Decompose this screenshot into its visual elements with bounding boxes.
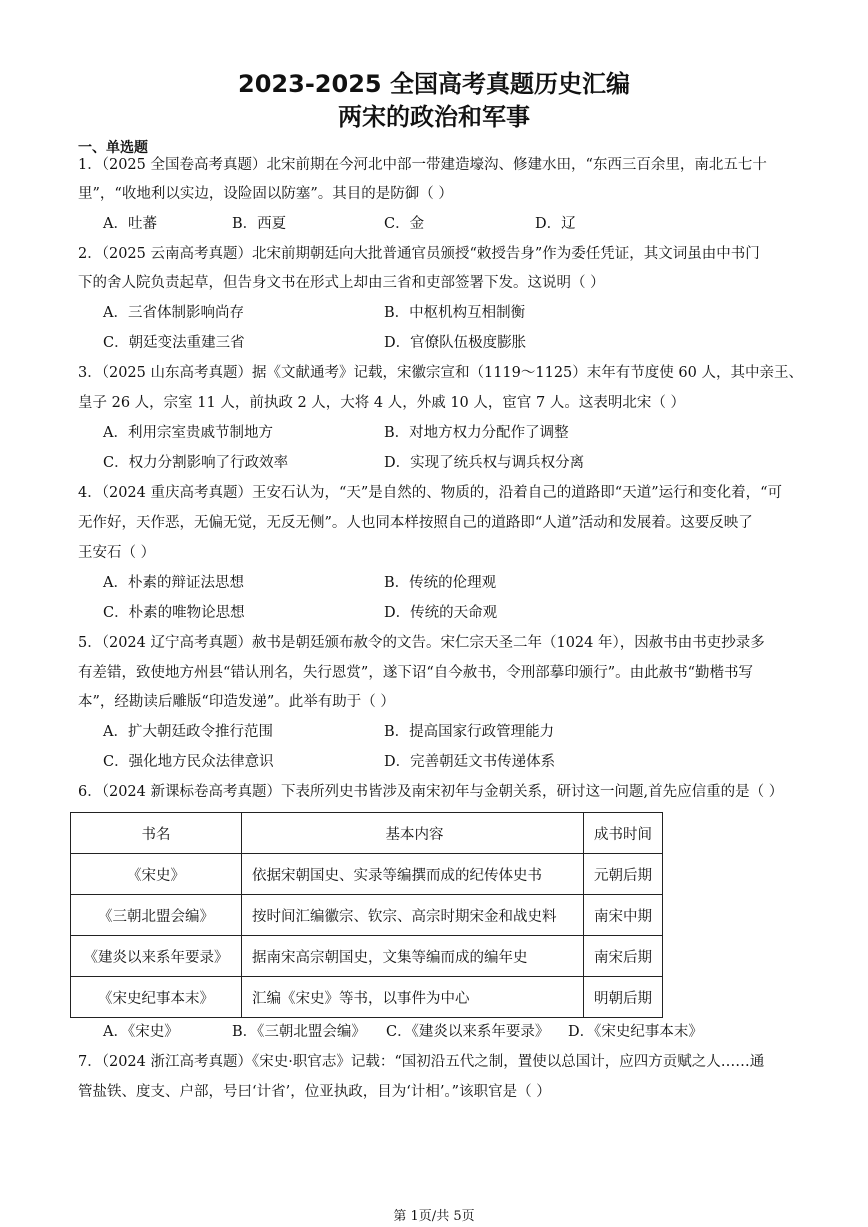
question-2-option-d: D．官僚队伍极度膨胀 (384, 335, 527, 351)
question-7-line-2: 管盐铁、度支、户部，号曰‘计省’，位亚执政，目为‘计相’。”该职官是（ ） (78, 1084, 551, 1100)
question-4-option-c: C．朴素的唯物论思想 (103, 605, 245, 621)
question-4-line-2: 无作好，天作恶，无偏无觉，无反无侧”。人也同本样按照自己的道路即“人道”活动和发展着。这要反映了 (78, 515, 753, 531)
question-5-option-a: A．扩大朝廷政令推行范围 (103, 724, 273, 740)
question-3-option-b: B．对地方权力分配作了调整 (384, 425, 569, 441)
table-cell: 明朝后期 (584, 977, 663, 1018)
table-row (71, 854, 663, 895)
question-4-option-a: A．朴素的辩证法思想 (103, 575, 244, 591)
question-6-option-d: D．《宋史纪事本末》 (568, 1024, 703, 1040)
table-cell: 南宋中期 (584, 895, 663, 936)
table-header-cell: 书名 (71, 813, 242, 854)
question-6-option-b: B．《三朝北盟会编》 (232, 1024, 366, 1040)
question-5-line-1: 5．（2024 辽宁高考真题）赦书是朝廷颁布赦令的文告。宋仁宗天圣二年（1024 年），因赦书由书吏抄录多 (78, 635, 765, 651)
question-4-option-d: D．传统的天命观 (384, 605, 498, 621)
question-4-line-3: 王安石（ ） (78, 545, 156, 561)
question-5-line-3: 本”，经勘读后雕版“印造发递”。此举有助于（ ） (78, 694, 395, 710)
question-5-line-2: 有差错，致使地方州县“错认刑名，失行恩赏”，遂下诏“自今赦书，令刑部摹印颁行”。由此赦书“勤楷书写 (78, 665, 754, 681)
document-subtitle: 两宋的政治和军事 (338, 103, 530, 131)
table-cell: 依据宋朝国史、实录等编撰而成的纪传体史书 (242, 854, 584, 895)
question-2-line-2: 下的舍人院负责起草，但告身文书在形式上却由三省和吏部签署下发。这说明（ ） (78, 275, 605, 291)
table-row (71, 977, 663, 1018)
table-cell: 汇编《宋史》等书，以事件为中心 (242, 977, 584, 1018)
table-cell: 《建炎以来系年要录》 (71, 936, 242, 977)
question-5-option-b: B．提高国家行政管理能力 (384, 724, 555, 740)
question-1-line-1: 1．（2025 全国卷高考真题）北宋前期在今河北中部一带建造壕沟、修建水田，“东西三百余里，南北五七十 (78, 157, 767, 173)
question-1-option-a: A．吐蕃 (103, 216, 157, 232)
table-cell: 《三朝北盟会编》 (71, 895, 242, 936)
question-3-option-c: C．权力分割影响了行政效率 (103, 455, 289, 471)
question-4-line-1: 4．（2024 重庆高考真题）王安石认为，“天”是自然的、物质的，沿着自己的道路即“天道”运行和变化着，“可 (78, 485, 783, 501)
table-header-cell: 基本内容 (242, 813, 584, 854)
table-row (71, 895, 663, 936)
question-1-line-2: 里”，“收地利以实边，设险固以防塞”。其目的是防御（ ） (78, 186, 453, 202)
question-3-option-a: A．利用宗室贵戚节制地方 (103, 425, 273, 441)
question-2-option-c: C．朝廷变法重建三省 (103, 335, 245, 351)
source-table (70, 812, 663, 1018)
table-cell: 《宋史》 (71, 854, 242, 895)
question-6-option-c: C．《建炎以来系年要录》 (386, 1024, 550, 1040)
question-2-line-1: 2．（2025 云南高考真题）北宋前期朝廷向大批普通官员颁授“敕授告身”作为委任凭证，其文词虽由中书门 (78, 246, 760, 262)
table-cell: 南宋后期 (584, 936, 663, 977)
table-cell: 元朝后期 (584, 854, 663, 895)
section-heading: 一、单选题 (78, 140, 148, 156)
question-5-option-c: C．强化地方民众法律意识 (103, 754, 274, 770)
table-header-row (71, 813, 663, 854)
question-3-line-1: 3．（2025 山东高考真题）据《文献通考》记载，宋徽宗宣和（1119～1125）末年有节度使 60 人，其中亲王、 (78, 365, 803, 381)
question-1-option-c: C．金 (384, 216, 425, 232)
question-3-option-d: D．实现了统兵权与调兵权分离 (384, 455, 585, 471)
table-header-cell: 成书时间 (584, 813, 663, 854)
question-2-option-a: A．三省体制影响尚存 (103, 305, 244, 321)
question-3-line-2: 皇子 26 人，宗室 11 人，前执政 2 人，大将 4 人，外戚 10 人，宦官 7 人。这表明北宋（ ） (78, 395, 685, 411)
table-cell: 据南宋高宗朝国史，文集等编而成的编年史 (242, 936, 584, 977)
document-title: 2023-2025 全国高考真题历史汇编 (238, 70, 630, 98)
table-cell: 《宋史纪事本末》 (71, 977, 242, 1018)
page-footer: 第 1页/共 5页 (393, 1209, 475, 1224)
question-1-option-d: D．辽 (535, 216, 576, 232)
table-row (71, 936, 663, 977)
question-2-option-b: B．中枢机构互相制衡 (384, 305, 526, 321)
question-7-line-1: 7．（2024 浙江高考真题）《宋史·职官志》记载：“国初沿五代之制，置使以总国计，应四方贡赋之人……通 (78, 1054, 765, 1070)
question-6-option-a: A．《宋史》 (103, 1024, 179, 1040)
question-4-option-b: B．传统的伦理观 (384, 575, 497, 591)
question-5-option-d: D．完善朝廷文书传递体系 (384, 754, 556, 770)
table-cell: 按时间汇编徽宗、钦宗、高宗时期宋金和战史料 (242, 895, 584, 936)
question-6-line-1: 6．（2024 新课标卷高考真题）下表所列史书皆涉及南宋初年与金朝关系，研讨这一问题,首先应信重的是（ ） (78, 784, 784, 800)
question-1-option-b: B．西夏 (232, 216, 287, 232)
